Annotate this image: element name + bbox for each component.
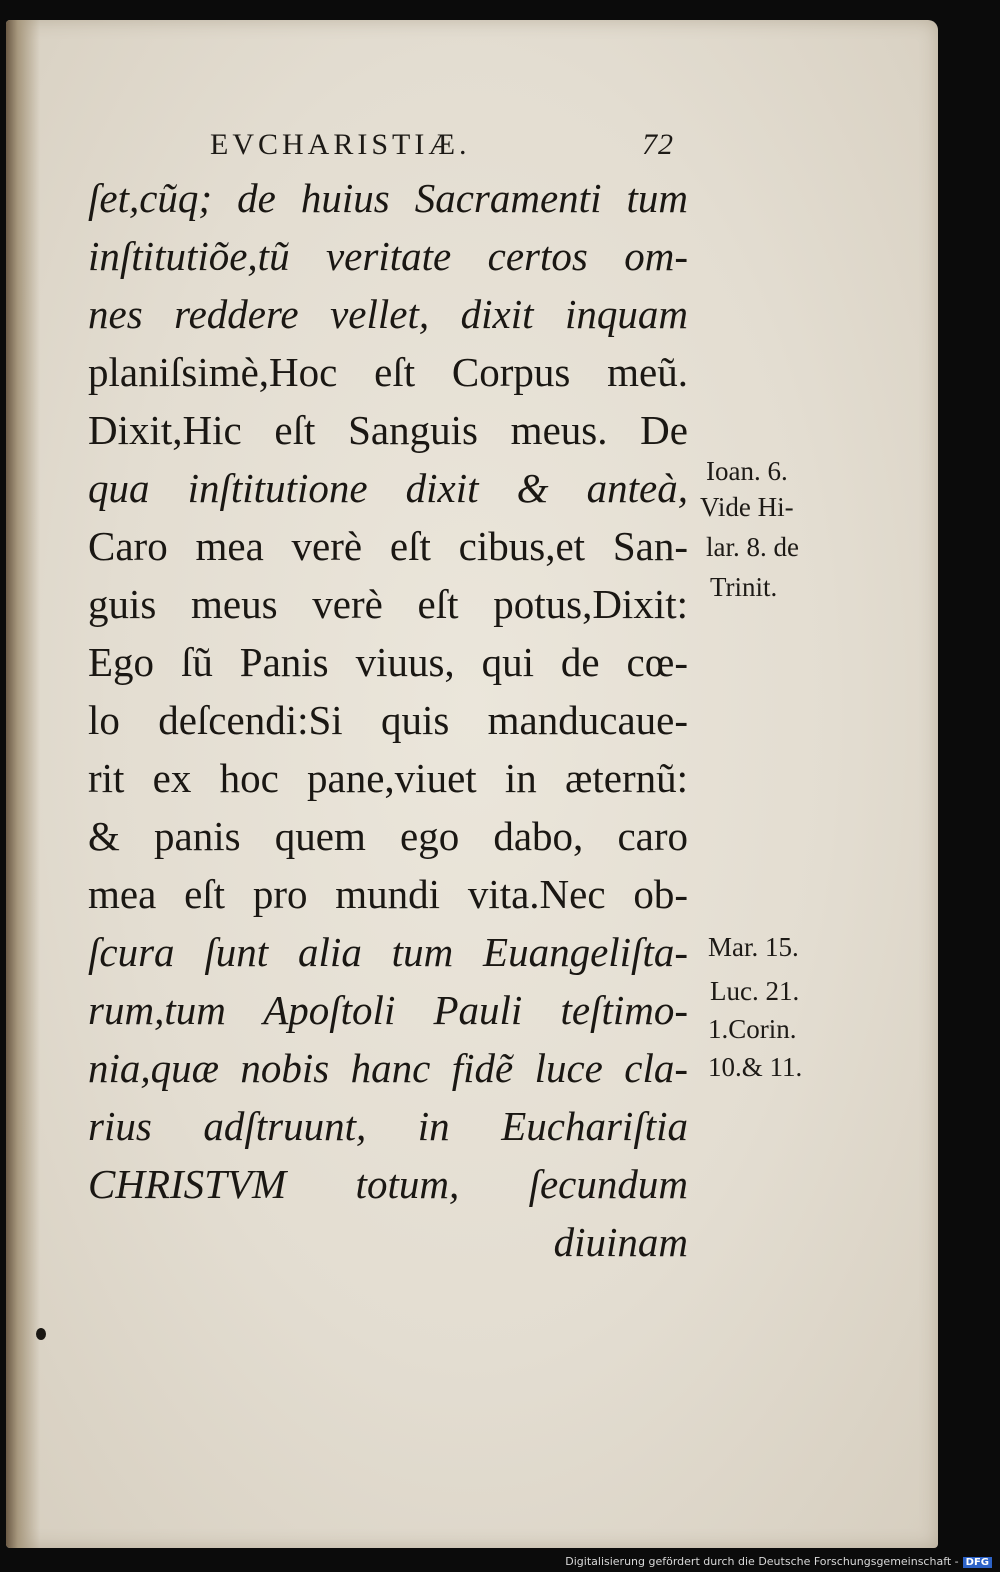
margin-note: lar. 8. de [706,532,799,562]
book-gutter [6,20,40,1548]
text-line: rius adſtruunt, in Euchariſtia [88,1103,688,1149]
ink-blot [36,1328,46,1340]
credit-text: Digitalisierung gefördert durch die Deutsche Forschungsgemeinschaft - [565,1555,959,1568]
text-line: nes reddere vellet, dixit inquam [88,291,688,337]
margin-note: Vide Hi- [700,492,794,522]
text-line: mea eſt pro mundi vita.Nec ob- [88,871,688,917]
digitization-credit [565,1555,992,1568]
text-line: rum,tum Apoſtoli Pauli teſtimo- [88,987,688,1033]
text-line: Ego ſũ Panis viuus, qui de cœ- [88,639,688,685]
text-line: & panis quem ego dabo, caro [88,813,688,859]
margin-note: Luc. 21. [710,976,800,1006]
text-line: CHRISTVM totum, ſecundum [88,1161,688,1207]
margin-note: Trinit. [710,572,778,602]
margin-note: Mar. 15. [708,932,799,962]
text-line: qua inſtitutione dixit & anteà, [88,465,688,511]
catchword: diuinam [553,1219,688,1265]
text-line: guis meus verè eſt potus,Dixit: [88,581,688,627]
text-line: lo deſcendi:Si quis manducaue- [88,697,688,743]
margin-note: Ioan. 6. [706,456,788,486]
page-number: 72 [642,128,674,161]
text-line: ſcura ſunt alia tum Euangeliſta- [88,929,688,975]
text-line: inſtitutiõe,tũ veritate certos om- [88,233,688,279]
text-line: rit ex hoc pane,viuet in æternũ: [88,755,688,801]
dfg-logo: DFG [963,1557,992,1568]
text-line: nia,quæ nobis hanc fidẽ luce cla- [88,1045,688,1091]
text-line: Caro mea verè eſt cibus,et San- [88,523,688,569]
margin-note: 10.& 11. [708,1052,803,1082]
text-line: planiſsimè,Hoc eſt Corpus meũ. [88,349,688,395]
margin-note: 1.Corin. [708,1014,797,1044]
text-line: ſet,cũq; de huius Sacramenti tum [88,175,688,221]
text-line: Dixit,Hic eſt Sanguis meus. De [88,407,688,453]
running-head-title: EVCHARISTIÆ. [210,128,471,161]
